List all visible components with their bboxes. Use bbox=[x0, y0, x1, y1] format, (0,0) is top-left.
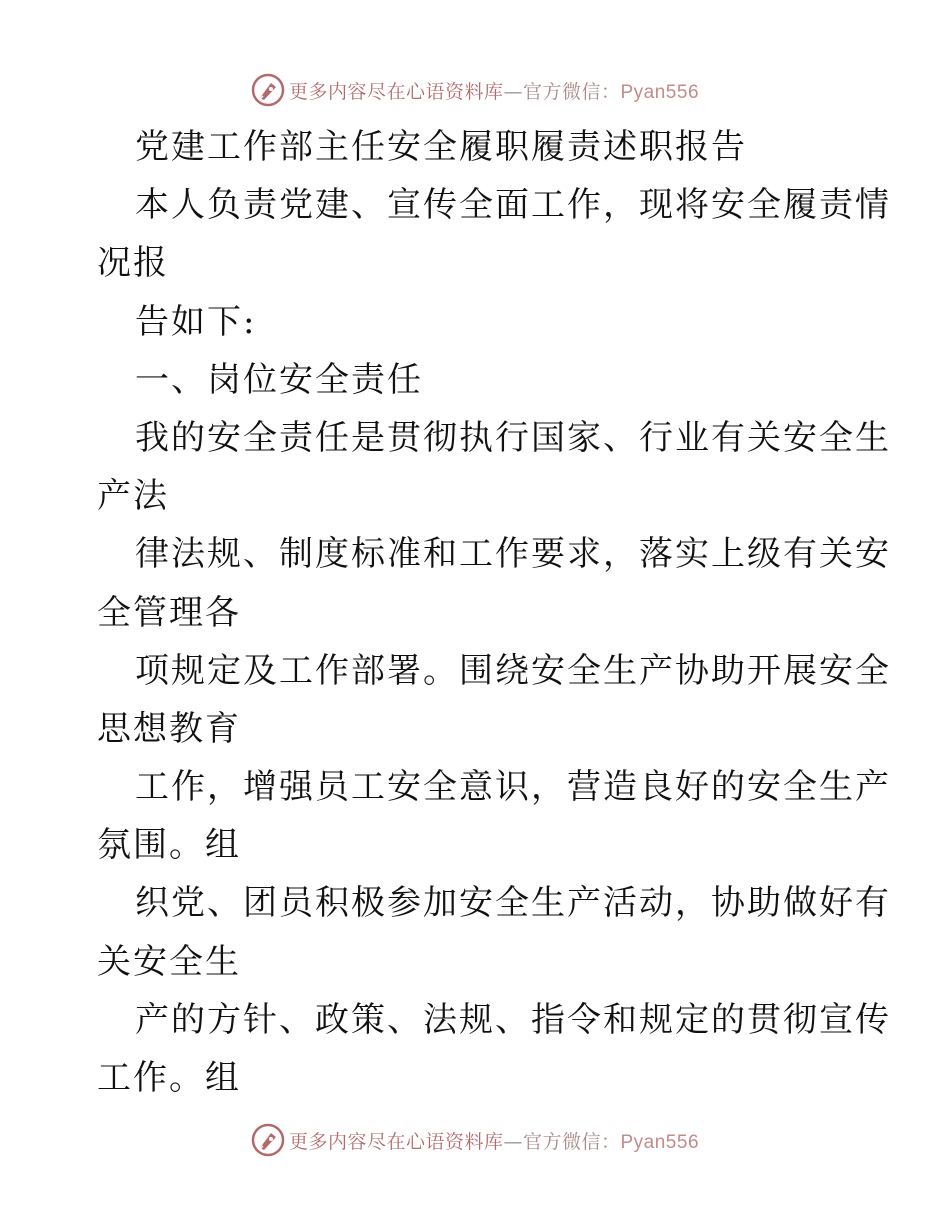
paragraph-line: 关安全生 bbox=[97, 941, 241, 982]
document-body bbox=[97, 118, 891, 1107]
paragraph-line: 思想教育 bbox=[97, 708, 241, 749]
watermark-separator: — bbox=[503, 80, 523, 103]
watermark-wechat-id: Pyan556 bbox=[620, 81, 700, 103]
watermark-wechat-label: 官方微信： bbox=[522, 80, 621, 103]
paragraph-line: 本人负责党建、宣传全面工作，现将安全履责情 bbox=[135, 185, 891, 226]
paragraph-line: 工作。组 bbox=[97, 1058, 241, 1098]
watermark-wechat-label: 官方微信： bbox=[522, 1130, 621, 1153]
paragraph-line: 工作，增强员工安全意识，营造良好的安全生产 bbox=[135, 767, 891, 808]
paragraph-line: 织党、团员积极参加安全生产活动，协助做好有 bbox=[135, 883, 891, 924]
paragraph-line: 告如下: bbox=[135, 301, 257, 342]
paragraph-line: 项规定及工作部署。围绕安全生产协助开展安全 bbox=[135, 650, 891, 691]
paragraph-line: 产法 bbox=[97, 476, 169, 517]
watermark-text bbox=[289, 77, 699, 104]
watermark-wechat-id: Pyan556 bbox=[620, 1131, 700, 1153]
paragraph-line: 况报 bbox=[97, 243, 169, 284]
paragraph-line: 产的方针、政策、法规、指令和规定的贯彻宣传 bbox=[135, 999, 891, 1040]
paragraph-line: 我的安全责任是贯彻执行国家、行业有关安全生 bbox=[135, 417, 891, 458]
document-title: 党建工作部主任安全履职履责述职报告 bbox=[135, 127, 747, 167]
watermark-separator: — bbox=[503, 1130, 523, 1153]
pen-nib-icon bbox=[251, 73, 285, 107]
watermark-slogan: 更多内容尽在心语资料库 bbox=[288, 80, 504, 103]
paragraph-line: 全管理各 bbox=[97, 592, 241, 633]
pen-nib-icon bbox=[251, 1123, 285, 1157]
section-heading: 一、岗位安全责任 bbox=[135, 359, 423, 400]
paragraph-line: 律法规、制度标准和工作要求，落实上级有关安 bbox=[135, 534, 891, 575]
watermark-banner-top bbox=[0, 68, 950, 112]
paragraph-line: 氛围。组 bbox=[97, 825, 241, 866]
watermark-slogan: 更多内容尽在心语资料库 bbox=[288, 1130, 504, 1153]
watermark-banner-bottom bbox=[0, 1118, 950, 1162]
watermark-text bbox=[289, 1127, 699, 1154]
